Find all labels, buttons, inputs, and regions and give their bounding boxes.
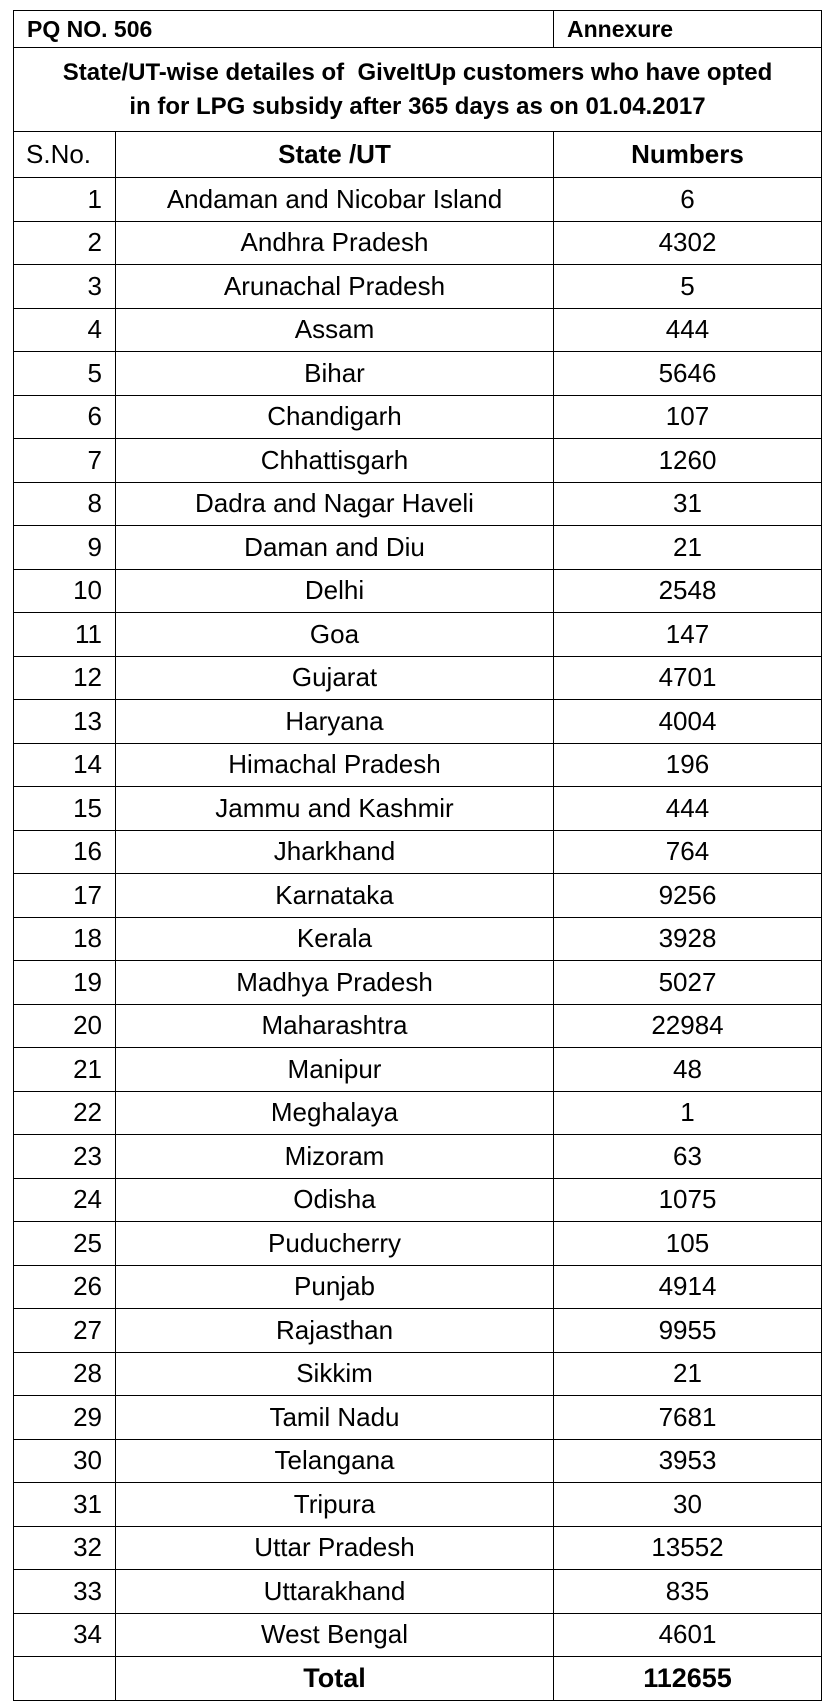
total-label: Total (116, 1657, 554, 1701)
sno-cell: 29 (14, 1396, 116, 1440)
numbers-cell: 3953 (554, 1439, 822, 1483)
sno-cell: 28 (14, 1352, 116, 1396)
state-cell: Jammu and Kashmir (116, 787, 554, 831)
state-cell: Assam (116, 308, 554, 352)
numbers-cell: 4601 (554, 1613, 822, 1657)
sno-cell: 20 (14, 1004, 116, 1048)
state-cell: Odisha (116, 1178, 554, 1222)
table-row (14, 221, 822, 265)
table-title-line-1: State/UT-wise detailes of GiveItUp customers who have opted (62, 58, 773, 86)
sno-cell: 2 (14, 221, 116, 265)
sno-cell: 34 (14, 1613, 116, 1657)
sno-cell: 19 (14, 961, 116, 1005)
sno-cell: 5 (14, 352, 116, 396)
column-header-sno: S.No. (14, 132, 116, 178)
total-empty-cell (14, 1657, 116, 1701)
sno-cell: 26 (14, 1265, 116, 1309)
table-row (14, 1483, 822, 1527)
numbers-cell: 9955 (554, 1309, 822, 1353)
state-cell: Tripura (116, 1483, 554, 1527)
table-row (14, 569, 822, 613)
table-row (14, 1048, 822, 1092)
sno-cell: 13 (14, 700, 116, 744)
state-cell: Tamil Nadu (116, 1396, 554, 1440)
table-row (14, 1396, 822, 1440)
numbers-cell: 4701 (554, 656, 822, 700)
table-row (14, 482, 822, 526)
numbers-cell: 3928 (554, 917, 822, 961)
sno-cell: 11 (14, 613, 116, 657)
sno-cell: 12 (14, 656, 116, 700)
numbers-cell: 2548 (554, 569, 822, 613)
state-cell: Rajasthan (116, 1309, 554, 1353)
numbers-cell: 764 (554, 830, 822, 874)
table-row (14, 613, 822, 657)
sno-cell: 33 (14, 1570, 116, 1614)
sno-cell: 7 (14, 439, 116, 483)
state-cell: Karnataka (116, 874, 554, 918)
numbers-cell: 31 (554, 482, 822, 526)
sno-cell: 18 (14, 917, 116, 961)
numbers-cell: 48 (554, 1048, 822, 1092)
table-row (14, 787, 822, 831)
numbers-cell: 1 (554, 1091, 822, 1135)
sno-cell: 4 (14, 308, 116, 352)
pq-number: PQ NO. 506 (14, 11, 554, 48)
state-cell: Haryana (116, 700, 554, 744)
sno-cell: 16 (14, 830, 116, 874)
state-cell: Goa (116, 613, 554, 657)
state-cell: Delhi (116, 569, 554, 613)
table-title-line-2: in for LPG subsidy after 365 days as on 01.04.2017 (129, 92, 706, 120)
table-body (14, 11, 822, 1701)
table-row (14, 1178, 822, 1222)
table-row (14, 656, 822, 700)
numbers-cell: 196 (554, 743, 822, 787)
table-row (14, 830, 822, 874)
sno-cell: 9 (14, 526, 116, 570)
column-header-state: State /UT (116, 132, 554, 178)
sno-cell: 22 (14, 1091, 116, 1135)
sno-cell: 27 (14, 1309, 116, 1353)
state-wise-table (13, 10, 822, 1701)
numbers-cell: 147 (554, 613, 822, 657)
numbers-cell: 5027 (554, 961, 822, 1005)
sno-cell: 1 (14, 178, 116, 222)
table-row (14, 961, 822, 1005)
numbers-cell: 7681 (554, 1396, 822, 1440)
table-row (14, 1309, 822, 1353)
total-value: 112655 (554, 1657, 822, 1701)
state-cell: Chandigarh (116, 395, 554, 439)
table-row (14, 1222, 822, 1266)
numbers-cell: 1260 (554, 439, 822, 483)
state-cell: Arunachal Pradesh (116, 265, 554, 309)
total-row (14, 1657, 822, 1701)
table-row (14, 395, 822, 439)
header-row (14, 11, 822, 48)
table-row (14, 743, 822, 787)
state-cell: West Bengal (116, 1613, 554, 1657)
table-row (14, 439, 822, 483)
state-cell: Uttar Pradesh (116, 1526, 554, 1570)
numbers-cell: 444 (554, 787, 822, 831)
sno-cell: 6 (14, 395, 116, 439)
sno-cell: 14 (14, 743, 116, 787)
title-row (14, 48, 822, 132)
column-header-numbers: Numbers (554, 132, 822, 178)
table-row (14, 1352, 822, 1396)
state-cell: Andhra Pradesh (116, 221, 554, 265)
numbers-cell: 107 (554, 395, 822, 439)
state-cell: Sikkim (116, 1352, 554, 1396)
state-cell: Chhattisgarh (116, 439, 554, 483)
sno-cell: 23 (14, 1135, 116, 1179)
state-cell: Mizoram (116, 1135, 554, 1179)
sno-cell: 21 (14, 1048, 116, 1092)
table-row (14, 526, 822, 570)
state-cell: Himachal Pradesh (116, 743, 554, 787)
state-cell: Punjab (116, 1265, 554, 1309)
column-header-row (14, 132, 822, 178)
table-row (14, 1004, 822, 1048)
sno-cell: 30 (14, 1439, 116, 1483)
table-row (14, 352, 822, 396)
numbers-cell: 5646 (554, 352, 822, 396)
state-cell: Uttarakhand (116, 1570, 554, 1614)
table-row (14, 265, 822, 309)
state-cell: Maharashtra (116, 1004, 554, 1048)
table-row (14, 1265, 822, 1309)
numbers-cell: 21 (554, 526, 822, 570)
sno-cell: 24 (14, 1178, 116, 1222)
sno-cell: 15 (14, 787, 116, 831)
numbers-cell: 63 (554, 1135, 822, 1179)
numbers-cell: 4914 (554, 1265, 822, 1309)
table-row (14, 1570, 822, 1614)
numbers-cell: 22984 (554, 1004, 822, 1048)
numbers-cell: 4004 (554, 700, 822, 744)
numbers-cell: 835 (554, 1570, 822, 1614)
numbers-cell: 5 (554, 265, 822, 309)
table-row (14, 700, 822, 744)
sno-cell: 25 (14, 1222, 116, 1266)
numbers-cell: 444 (554, 308, 822, 352)
sno-cell: 32 (14, 1526, 116, 1570)
sno-cell: 17 (14, 874, 116, 918)
numbers-cell: 9256 (554, 874, 822, 918)
numbers-cell: 105 (554, 1222, 822, 1266)
state-cell: Madhya Pradesh (116, 961, 554, 1005)
table-row (14, 1091, 822, 1135)
state-cell: Meghalaya (116, 1091, 554, 1135)
state-cell: Telangana (116, 1439, 554, 1483)
annexure-sheet (13, 10, 821, 1701)
state-cell: Jharkhand (116, 830, 554, 874)
sno-cell: 10 (14, 569, 116, 613)
table-title (14, 48, 822, 132)
state-cell: Gujarat (116, 656, 554, 700)
numbers-cell: 13552 (554, 1526, 822, 1570)
numbers-cell: 6 (554, 178, 822, 222)
numbers-cell: 30 (554, 1483, 822, 1527)
numbers-cell: 4302 (554, 221, 822, 265)
state-cell: Dadra and Nagar Haveli (116, 482, 554, 526)
state-cell: Manipur (116, 1048, 554, 1092)
sno-cell: 31 (14, 1483, 116, 1527)
table-row (14, 1526, 822, 1570)
state-cell: Andaman and Nicobar Island (116, 178, 554, 222)
table-row (14, 1439, 822, 1483)
annexure-label: Annexure (554, 11, 822, 48)
sno-cell: 3 (14, 265, 116, 309)
table-row (14, 917, 822, 961)
sno-cell: 8 (14, 482, 116, 526)
table-row (14, 308, 822, 352)
numbers-cell: 1075 (554, 1178, 822, 1222)
table-row (14, 178, 822, 222)
table-row (14, 874, 822, 918)
state-cell: Daman and Diu (116, 526, 554, 570)
table-row (14, 1613, 822, 1657)
numbers-cell: 21 (554, 1352, 822, 1396)
state-cell: Bihar (116, 352, 554, 396)
state-cell: Puducherry (116, 1222, 554, 1266)
table-row (14, 1135, 822, 1179)
state-cell: Kerala (116, 917, 554, 961)
